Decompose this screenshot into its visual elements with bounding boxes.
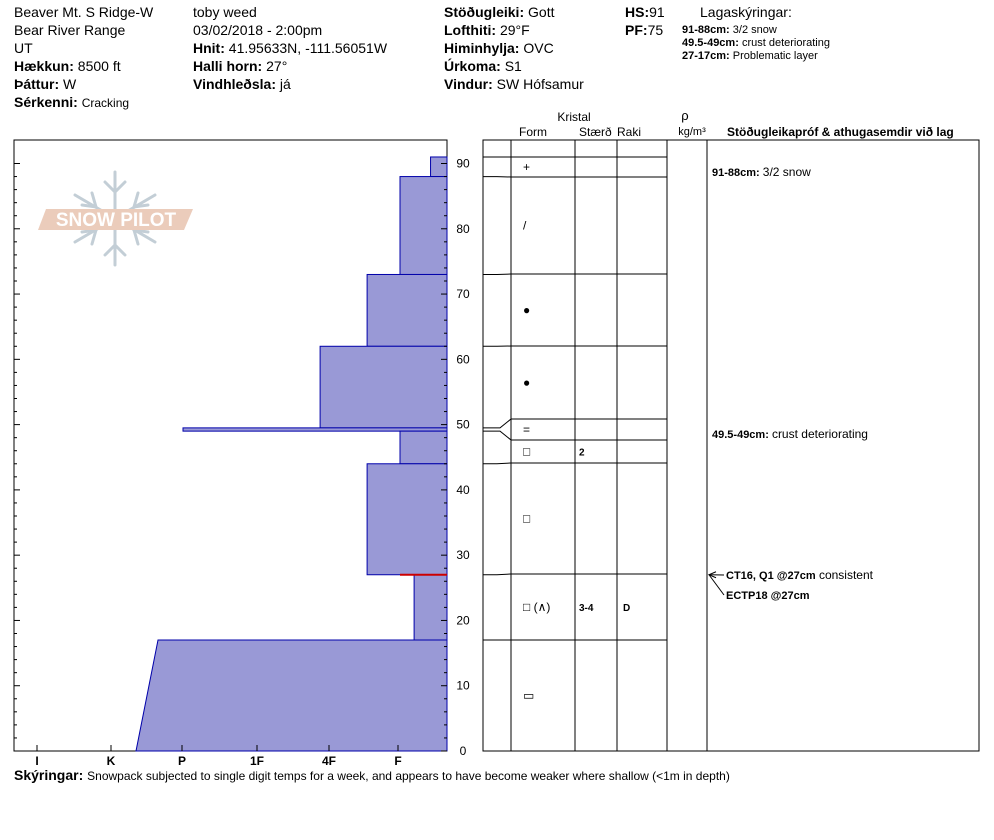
moisture-header: Raki <box>617 125 642 139</box>
moisture: D <box>623 603 631 614</box>
depth-tick-label: 40 <box>456 482 470 497</box>
wind: Vindur: SW Hófsamur <box>444 76 584 92</box>
legend-item: 49.5-49cm: crust deteriorating <box>682 37 830 49</box>
stability-test: CT16, Q1 @27cm consistent <box>726 568 873 582</box>
depth-tick-label: 20 <box>456 613 470 628</box>
grain-form: + <box>523 160 531 174</box>
aspect: Þáttur: W <box>14 76 77 92</box>
depth-tick-label: 0 <box>459 744 467 758</box>
grain-form: / <box>523 218 527 233</box>
depth-tick-label: 60 <box>456 352 470 367</box>
hardness-layers <box>136 157 447 751</box>
legend-item: 27-17cm: Problematic layer <box>682 50 818 62</box>
sky-cover: Himinhylja: OVC <box>444 40 554 56</box>
hardness-bar-7 <box>414 575 447 640</box>
grain-form: □ <box>523 444 531 459</box>
legend-title: Lagaskýringar: <box>700 4 792 20</box>
grain-form: □ (∧) <box>523 600 551 614</box>
state: UT <box>14 40 33 56</box>
depth-tick-label: 70 <box>456 287 470 302</box>
hardness-bar-0 <box>431 157 447 177</box>
depth-tick-label: 50 <box>456 417 470 432</box>
logo-text: SNOW PILOT <box>55 210 177 231</box>
datetime: 03/02/2018 - 2:00pm <box>193 22 323 38</box>
depth-tick-label: 30 <box>456 548 470 563</box>
rho-header: ρ <box>681 108 689 123</box>
wind-loading: Vindhleðsla: já <box>193 76 291 92</box>
hardness-bar-6 <box>367 464 447 575</box>
hardness-bar-2 <box>367 274 447 346</box>
snowpilot-logo <box>38 172 193 265</box>
pf: PF:75 <box>625 22 664 38</box>
grain-size: 2 <box>579 447 585 459</box>
grain-form: ● <box>523 375 531 390</box>
crystal-header: Kristal <box>557 110 591 124</box>
size-header: Stærð <box>579 125 612 139</box>
density-unit-header: kg/m³ <box>678 126 706 138</box>
hardness-tick-label: I <box>35 754 39 768</box>
location: Beaver Mt. S Ridge-W <box>14 4 154 20</box>
depth-tick-label: 10 <box>456 678 470 693</box>
hs: HS:91 <box>625 4 665 20</box>
hardness-bar-8 <box>136 640 447 751</box>
legend-item: 91-88cm: 3/2 snow <box>682 24 777 36</box>
hardness-tick-label: F <box>394 754 402 768</box>
features: Sérkenni: Cracking <box>14 94 130 110</box>
comments-header: Stöðugleikapróf & athugasemdir við lag <box>727 125 954 139</box>
coords: Hnit: 41.95633N, -111.56051W <box>193 40 388 56</box>
hardness-bar-3 <box>320 346 447 428</box>
remarks: Skýringar: Snowpack subjected to single digit temps for a week, and appears to have become weaker where shallow (<1m in depth) <box>14 767 730 783</box>
form-header: Form <box>519 125 547 139</box>
hardness-tick-label: 1F <box>249 754 265 768</box>
layer-comments <box>709 165 874 602</box>
grain-form: ● <box>523 303 531 317</box>
grain-size: 3-4 <box>579 603 594 614</box>
layer-comment: 91-88cm: 3/2 snow <box>712 165 811 179</box>
layer-comment: 49.5-49cm: crust deteriorating <box>712 427 868 441</box>
hardness-tick-label: 4F <box>321 754 337 768</box>
precipitation: Úrkoma: S1 <box>444 58 522 74</box>
layer-table-frame <box>483 140 979 751</box>
depth-tick-label: 90 <box>456 156 470 171</box>
range: Bear River Range <box>14 22 126 38</box>
stability: Stöðugleiki: Gott <box>444 4 555 20</box>
hardness-bar-1 <box>400 177 447 275</box>
hardness-tick-label: K <box>106 754 116 768</box>
grain-form: □ <box>523 511 531 526</box>
depth-tick-label: 80 <box>456 221 470 236</box>
grain-form: = <box>523 422 531 437</box>
hardness-bar-5 <box>400 431 447 464</box>
observer: toby weed <box>193 4 257 20</box>
stability-test: ECTP18 @27cm <box>726 590 810 602</box>
grain-form: ▭ <box>523 688 535 703</box>
hardness-tick-label: P <box>177 754 187 768</box>
elevation: Hækkun: 8500 ft <box>14 58 121 74</box>
air-temp: Lofthiti: 29°F <box>444 22 530 38</box>
slope: Halli horn: 27° <box>193 58 288 74</box>
